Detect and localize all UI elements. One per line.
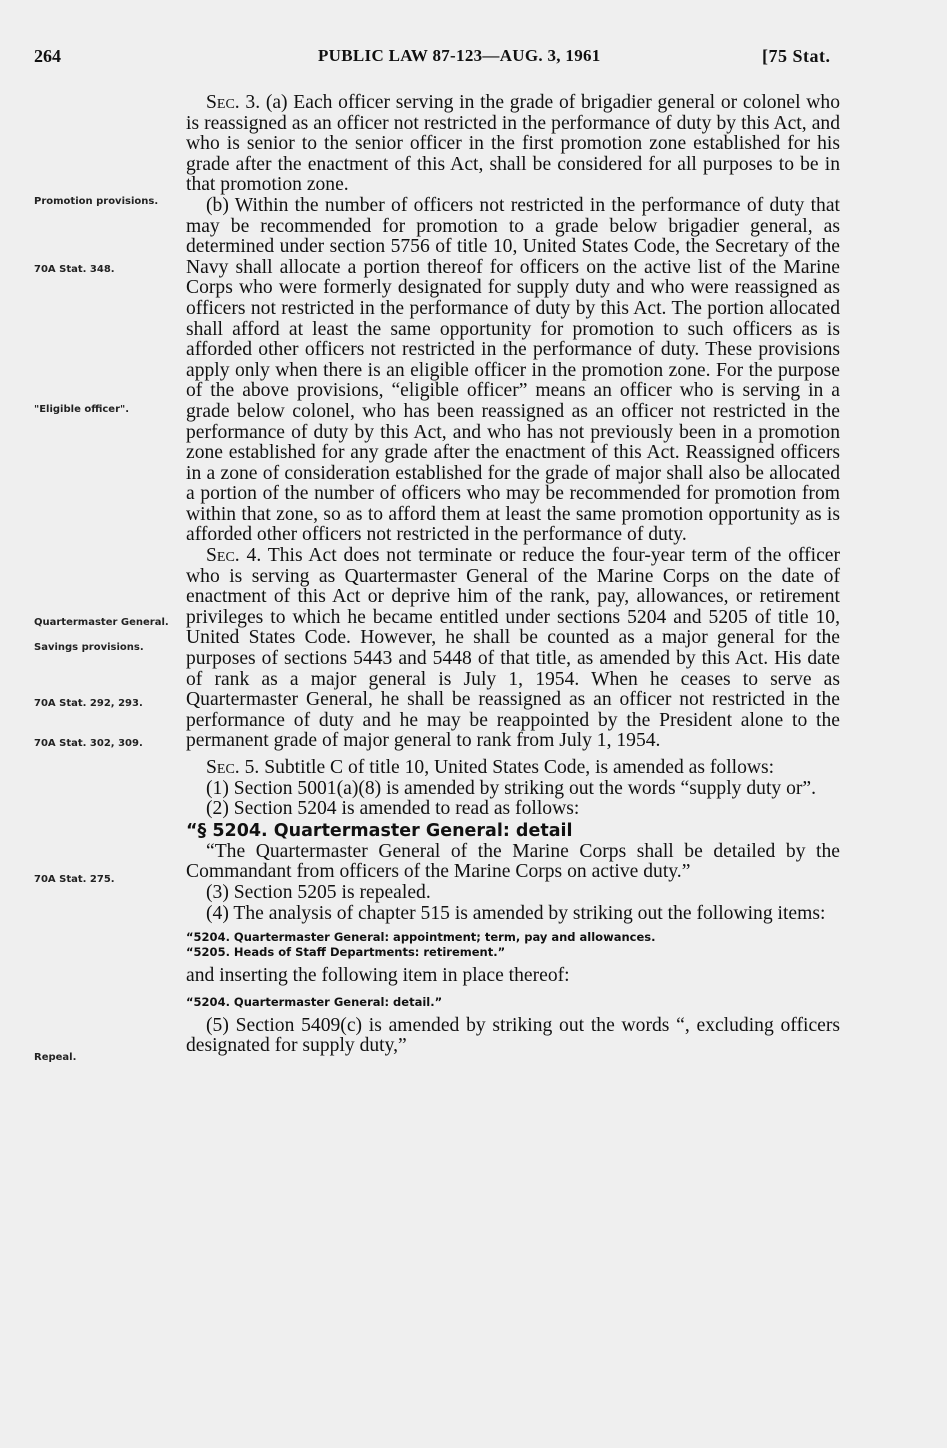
section-5-item-4: (4) The analysis of chapter 515 is amended by striking out the following items: <box>206 902 826 924</box>
margin-note-stat-302: 70A Stat. 302, 309. <box>34 738 143 749</box>
margin-note-stat-292: 70A Stat. 292, 293. <box>34 698 143 709</box>
margin-note-savings: Savings provisions. <box>34 642 144 653</box>
struck-item-5205: “5205. Heads of Staff Departments: retirement.” <box>186 945 506 960</box>
section-5204-heading: “§ 5204. Quartermaster General: detail <box>186 820 573 841</box>
margin-note-eligible-officer: "Eligible officer". <box>34 404 130 415</box>
section-5-item-2: (2) Section 5204 is amended to read as follows: <box>206 798 580 820</box>
inserting-text: and inserting the following item in place thereof: <box>186 965 570 987</box>
new-item-5204: “5204. Quartermaster General: detail.” <box>186 994 443 1009</box>
margin-note-repeal: Repeal. <box>34 1052 77 1063</box>
section-3b: (b) Within the number of officers not restricted in the performance of duty that may be recommended for promotion to a grade below brigadier general, as determined under section 5756 of title 10, United States Code, the Secretary of the Navy shall allocate a portion thereof for officers on the active list of the Marine Corps who were formerly designated for supply duty and who were reassigned as officers not restricted in the performance of duty by this Act. The portion allocated shall afford at least the same opportunity for promotion to such officers as is afforded other officers not restricted in the performance of duty. These provisions apply only when there is an eligible officer in the promotion zone. For the purpose of the above provisions, “eligible officer” means an officer who is serving in a grade below colonel, who has been reassigned as an officer not restricted in the performance of duty by this Act, and who has not previously been in a promotion zone established for any grade after the enactment of this Act. Reassigned officers in a zone of consideration established for the grade of major shall also be allocated a portion of the number of officers who may be recommended for promotion from within that zone, so as to afford them at least the same promotion opportunity as is afforded other officers not restricted in the performance of duty. <box>186 194 840 546</box>
statute-volume: [75 Stat. <box>762 46 831 66</box>
section-5-item-1: (1) Section 5001(a)(8) is amended by striking out the words “supply duty or”. <box>206 777 817 799</box>
section-5-item-3: (3) Section 5205 is repealed. <box>206 881 431 903</box>
struck-items <box>186 930 840 960</box>
section-5204-text: “The Quartermaster General of the Marine Corps shall be detailed by the Commandant from officers of the Marine Corps on active duty.” <box>186 840 840 883</box>
section-5-intro: Sec. 5. Subtitle C of title 10, United States Code, is amended as follows: <box>206 757 775 778</box>
struck-item-5204: “5204. Quartermaster General: appointment; term, pay and allowances. <box>186 930 656 945</box>
margin-note-stat-275: 70A Stat. 275. <box>34 874 115 885</box>
law-text <box>186 93 840 1057</box>
page-header <box>0 46 947 76</box>
section-5-item-5: (5) Section 5409(c) is amended by striking out the words “, excluding officers designated for supply duty,” <box>186 1014 840 1057</box>
margin-note-stat-348: 70A Stat. 348. <box>34 264 115 275</box>
running-title: PUBLIC LAW 87-123—AUG. 3, 1961 <box>318 46 601 65</box>
margin-note-quartermaster: Quartermaster General. <box>34 617 169 628</box>
section-4: Sec. 4. This Act does not terminate or reduce the four-year term of the officer who is serving as Quartermaster General of the Marine Corps on the date of enactment of this Act or deprive him of the rank, pay, allowances, or retirement privileges to which he became entitled under sections 5204 and 5205 of title 10, United States Code. However, he shall be counted as a major general for the purposes of sections 5443 and 5448 of that title, as amended by this Act. His date of rank as a major general is July 1, 1954. When he ceases to serve as Quartermaster General, he shall be reassigned as an officer not restricted in the performance of duty and he may be reappointed by the President alone to the permanent grade of major general to rank from July 1, 1954. <box>186 545 841 752</box>
section-3a: Sec. 3. (a) Each officer serving in the grade of brigadier general or colonel who is reassigned as an officer not restricted in the performance of duty by this Act, and who is senior to the senior officer in the first promotion zone established for his grade after the enactment of this Act, shall be considered for all purposes to be in that promotion zone. <box>186 92 840 196</box>
margin-note-promotion: Promotion provisions. <box>34 196 159 207</box>
page-number: 264 <box>34 46 61 66</box>
